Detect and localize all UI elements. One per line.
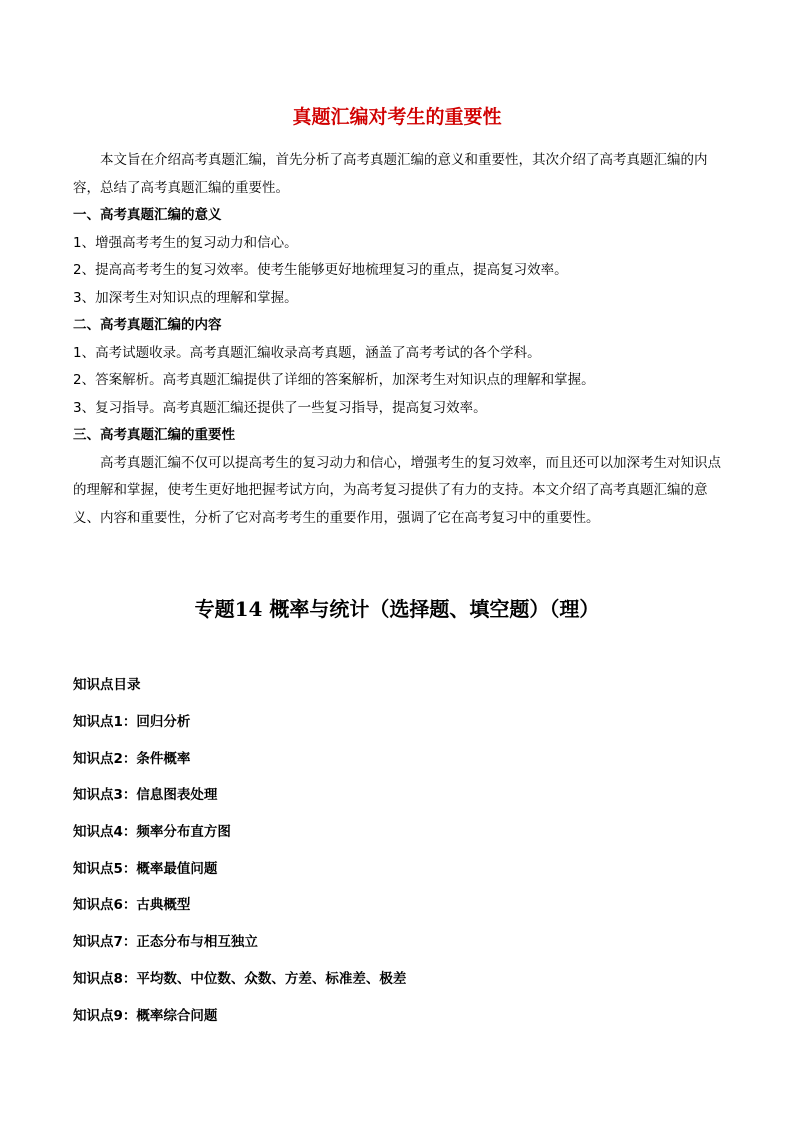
toc-item-2: 知识点2：条件概率	[73, 750, 191, 767]
toc-item-4: 知识点4：频率分布直方图	[73, 824, 231, 841]
toc-item-8: 知识点8：平均数、中位数、众数、方差、标准差、极差	[73, 970, 407, 987]
section-heading-3: 三、高考真题汇编的重要性	[73, 427, 235, 443]
document-body	[73, 147, 727, 532]
section-1-item-2: 2、提高高考考生的复习效率。使考生能够更好地梳理复习的重点，提高复习效率。	[73, 262, 568, 278]
section-1-item-1: 1、增强高考考生的复习动力和信心。	[73, 234, 298, 251]
toc-item-7: 知识点7：正态分布与相互独立	[73, 934, 258, 951]
section-3-paragraph: 高考真题汇编不仅可以提高考生的复习动力和信心，增强考生的复习效率，而且还可以加深考生对知识点的理解和掌握，使考生更好地把握考试方向，为高考复习提供了有力的支持。本文介绍了高考真题汇编的意义、内容和重要性，分析了它对高考考生的重要作用，强调了它在高考复习中的重要性。	[73, 454, 721, 526]
section-heading-1: 一、高考真题汇编的意义	[73, 207, 222, 223]
section-2-item-2: 2、答案解析。高考真题汇编提供了详细的答案解析，加深考生对知识点的理解和掌握。	[73, 372, 595, 388]
section-1-item-3: 3、加深考生对知识点的理解和掌握。	[73, 289, 298, 306]
toc-item-5: 知识点5：概率最值问题	[73, 860, 218, 877]
section-2-item-3: 3、复习指导。高考真题汇编还提供了一些复习指导，提高复习效率。	[73, 399, 487, 416]
toc-item-1: 知识点1：回归分析	[73, 714, 191, 730]
toc-list	[73, 711, 727, 1041]
section-heading-2: 二、高考真题汇编的内容	[73, 317, 222, 333]
toc-item-9: 知识点9：概率综合问题	[73, 1007, 218, 1024]
knowledge-point-toc	[73, 674, 727, 1041]
topic-title: 专题14 概率与统计（选择题、填空题）（理）	[194, 597, 600, 621]
document-title: 真题汇编对考生的重要性	[292, 106, 502, 128]
section-2-item-1: 1、高考试题收录。高考真题汇编收录高考真题，涵盖了高考考试的各个学科。	[73, 344, 541, 361]
toc-item-6: 知识点6：古典概型	[73, 897, 191, 914]
intro-paragraph: 本文旨在介绍高考真题汇编，首先分析了高考真题汇编的意义和重要性，其次介绍了高考真题汇编的内容，总结了高考真题汇编的重要性。	[73, 152, 708, 196]
toc-heading: 知识点目录	[73, 677, 141, 693]
toc-item-3: 知识点3：信息图表处理	[73, 787, 218, 804]
